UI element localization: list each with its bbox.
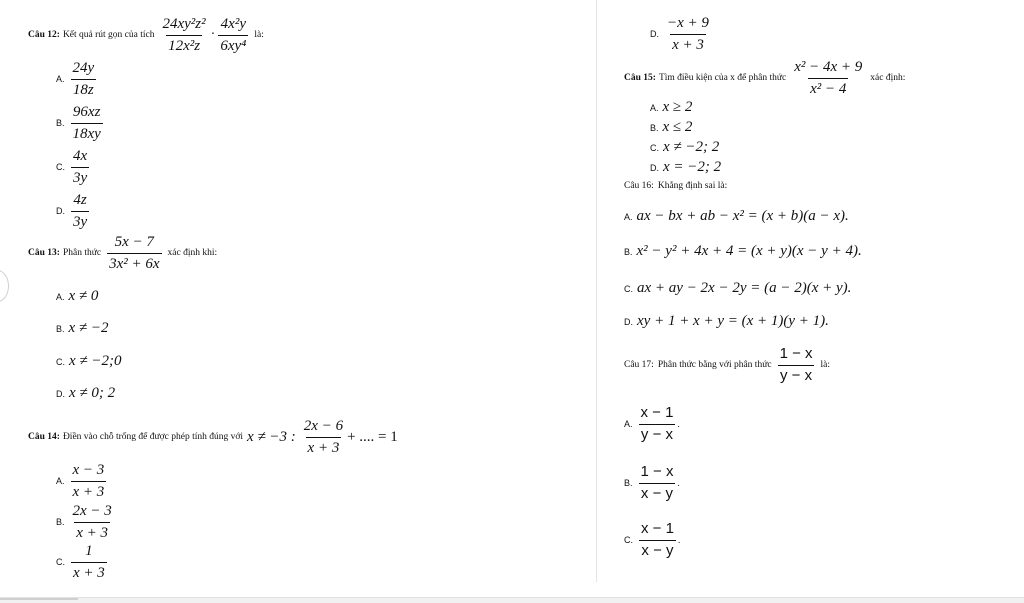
option-letter: D. bbox=[56, 388, 65, 399]
question-12-label: Câu 12: bbox=[28, 30, 60, 40]
option-letter: D. bbox=[56, 206, 65, 216]
option-value: x = −2; 2 bbox=[663, 159, 722, 175]
question-16-option-c[interactable] bbox=[624, 280, 851, 297]
question-15-text: Tìm điều kiện của x để phân thức bbox=[658, 73, 787, 83]
question-16 bbox=[624, 181, 731, 191]
option-letter: D. bbox=[650, 29, 659, 39]
question-14 bbox=[28, 418, 398, 456]
question-15-option-d[interactable] bbox=[650, 159, 721, 176]
fraction-numerator: 4z bbox=[73, 192, 87, 208]
question-15-option-a[interactable] bbox=[650, 99, 692, 116]
question-12-suffix: là: bbox=[254, 30, 264, 40]
question-14-text: Điền vào chỗ trống để được phép tính đúng với bbox=[62, 432, 244, 442]
question-17-label: Câu 17: bbox=[624, 360, 654, 370]
option-letter: C. bbox=[56, 356, 65, 367]
question-14-option-d[interactable] bbox=[650, 15, 713, 53]
option-letter: C. bbox=[650, 142, 659, 153]
fraction-denominator: 6xy⁴ bbox=[218, 35, 248, 55]
fraction-denominator: x − y bbox=[640, 484, 674, 502]
option-value: x ≠ −2; 2 bbox=[663, 139, 720, 155]
question-14-tail: + .... = 1 bbox=[347, 428, 398, 445]
option-value: x ≠ −2;0 bbox=[69, 353, 122, 369]
question-13-label: Câu 13: bbox=[28, 248, 60, 258]
question-14-condition: x ≠ −3 : bbox=[247, 428, 296, 445]
option-letter: A. bbox=[56, 476, 65, 486]
question-13-option-b[interactable] bbox=[56, 320, 109, 337]
question-12-fraction-1 bbox=[160, 16, 207, 54]
question-13-option-d[interactable] bbox=[56, 385, 115, 402]
option-letter: D. bbox=[650, 162, 659, 173]
question-13-suffix: xác định khi: bbox=[167, 248, 218, 258]
question-15-option-c[interactable] bbox=[650, 139, 719, 156]
fraction-denominator: 3y bbox=[71, 167, 89, 187]
question-16-label: Câu 16: bbox=[624, 181, 654, 191]
fraction-denominator: x + 3 bbox=[306, 437, 342, 457]
question-17-option-c[interactable]: C. $\frac{x - 1}{x - y}$ . bbox=[624, 520, 681, 559]
fraction-numerator: x − 1 bbox=[641, 520, 674, 537]
question-17 bbox=[624, 346, 830, 384]
option-letter: C. bbox=[624, 535, 633, 545]
option-value: ax − bx + ab − x² = (x + b)(a − x). bbox=[636, 208, 849, 224]
fraction-denominator: 12x²z bbox=[166, 35, 202, 55]
question-13-text: Phân thức bbox=[62, 248, 102, 258]
fraction-numerator: 1 − x bbox=[779, 345, 813, 362]
fraction-numerator: 5x − 7 bbox=[114, 234, 154, 250]
fraction-numerator: 2x − 3 bbox=[72, 503, 112, 519]
option-letter: C. bbox=[56, 162, 65, 172]
fraction-denominator: 18xy bbox=[71, 123, 103, 143]
option-letter: B. bbox=[650, 122, 659, 133]
fraction-denominator: y − x bbox=[779, 366, 813, 384]
option-value: ax + ay − 2x − 2y = (a − 2)(x + y). bbox=[637, 280, 852, 296]
option-letter: D. bbox=[624, 316, 633, 327]
question-16-option-d[interactable] bbox=[624, 313, 829, 330]
option-letter: B. bbox=[56, 323, 65, 334]
question-17-option-a[interactable]: A. $\frac{x - 1}{y - x}$ . bbox=[624, 404, 680, 443]
question-15 bbox=[624, 59, 905, 97]
fraction-numerator: x − 3 bbox=[72, 462, 105, 478]
question-16-option-b[interactable] bbox=[624, 243, 862, 260]
question-14-option-a[interactable] bbox=[56, 462, 108, 500]
fraction-numerator: 24y bbox=[72, 60, 95, 76]
fraction-numerator: 96xz bbox=[72, 104, 101, 120]
question-12-option-a[interactable] bbox=[56, 60, 98, 98]
question-15-option-b[interactable] bbox=[650, 119, 692, 136]
fraction-numerator: x − 1 bbox=[640, 404, 674, 421]
bottom-scrollbar-track[interactable] bbox=[0, 597, 1024, 603]
question-14-option-c[interactable] bbox=[56, 543, 109, 581]
question-15-label: Câu 15: bbox=[624, 73, 656, 83]
option-letter: A. bbox=[624, 211, 633, 222]
fraction-denominator: x + 3 bbox=[670, 34, 706, 54]
option-value: xy + 1 + x + y = (x + 1)(y + 1). bbox=[637, 313, 829, 329]
question-17-text: Phân thức bằng với phân thức bbox=[657, 360, 772, 370]
fraction-denominator: 3x² + 6x bbox=[107, 253, 161, 273]
column-divider bbox=[596, 0, 597, 582]
question-12-fraction-2 bbox=[218, 16, 248, 54]
question-13-option-c[interactable] bbox=[56, 353, 122, 370]
question-12-text: Kết quả rút gọn của tích bbox=[62, 30, 155, 40]
question-14-label: Câu 14: bbox=[28, 432, 60, 442]
option-value: x ≠ 0 bbox=[68, 288, 99, 304]
question-12-option-c[interactable] bbox=[56, 148, 91, 186]
option-letter: A. bbox=[650, 102, 659, 113]
question-17-option-b[interactable]: B. $\frac{1 - x}{x - y}$ . bbox=[624, 463, 680, 502]
fraction-denominator: x² − 4 bbox=[808, 78, 848, 98]
question-14-option-b[interactable] bbox=[56, 503, 116, 541]
right-column bbox=[598, 0, 1024, 602]
question-16-option-a[interactable] bbox=[624, 208, 849, 225]
fraction-numerator: 2x − 6 bbox=[303, 418, 344, 434]
fraction-numerator: 24xy²z² bbox=[162, 16, 206, 32]
option-value: x ≤ 2 bbox=[662, 119, 693, 135]
question-13-option-a[interactable] bbox=[56, 288, 98, 305]
question-16-text: Khẳng định sai là: bbox=[657, 181, 728, 191]
fraction-numerator: 1 − x bbox=[640, 463, 674, 480]
fraction-numerator: 4x bbox=[73, 148, 88, 164]
option-value: x ≠ 0; 2 bbox=[69, 385, 116, 401]
fraction-denominator: y − x bbox=[640, 425, 674, 443]
question-12-option-d[interactable] bbox=[56, 192, 91, 230]
bottom-scrollbar-thumb[interactable] bbox=[0, 598, 78, 600]
option-letter: B. bbox=[56, 118, 65, 128]
fraction-numerator: −x + 9 bbox=[667, 15, 709, 31]
multiply-dot: · bbox=[210, 27, 216, 42]
option-value: x ≠ −2 bbox=[68, 320, 109, 336]
fraction-denominator: 3y bbox=[71, 211, 89, 231]
option-letter: A. bbox=[56, 291, 65, 302]
question-13 bbox=[28, 234, 217, 272]
question-12 bbox=[28, 16, 264, 54]
option-value: x² − y² + 4x + 4 = (x + y)(x − y + 4). bbox=[636, 243, 862, 259]
option-letter: A. bbox=[56, 74, 65, 84]
option-letter: B. bbox=[56, 517, 65, 527]
fraction-denominator: x + 3 bbox=[71, 562, 107, 582]
option-letter: C. bbox=[624, 283, 633, 294]
option-letter: B. bbox=[624, 246, 633, 257]
fraction-denominator: 18z bbox=[71, 79, 96, 99]
option-letter: A. bbox=[624, 419, 633, 429]
fraction-denominator: x + 3 bbox=[71, 481, 107, 501]
option-letter: C. bbox=[56, 557, 65, 567]
fraction-numerator: 1 bbox=[85, 543, 93, 559]
question-12-option-b[interactable] bbox=[56, 104, 105, 142]
fraction-numerator: x² − 4x + 9 bbox=[794, 59, 863, 75]
fraction-numerator: 4x²y bbox=[220, 16, 246, 32]
fraction-denominator: x − y bbox=[641, 541, 674, 559]
option-value: x ≥ 2 bbox=[662, 99, 693, 115]
question-17-suffix: là: bbox=[820, 360, 830, 370]
question-15-suffix: xác định: bbox=[870, 73, 906, 83]
fraction-denominator: x + 3 bbox=[74, 522, 110, 542]
option-letter: B. bbox=[624, 478, 633, 488]
